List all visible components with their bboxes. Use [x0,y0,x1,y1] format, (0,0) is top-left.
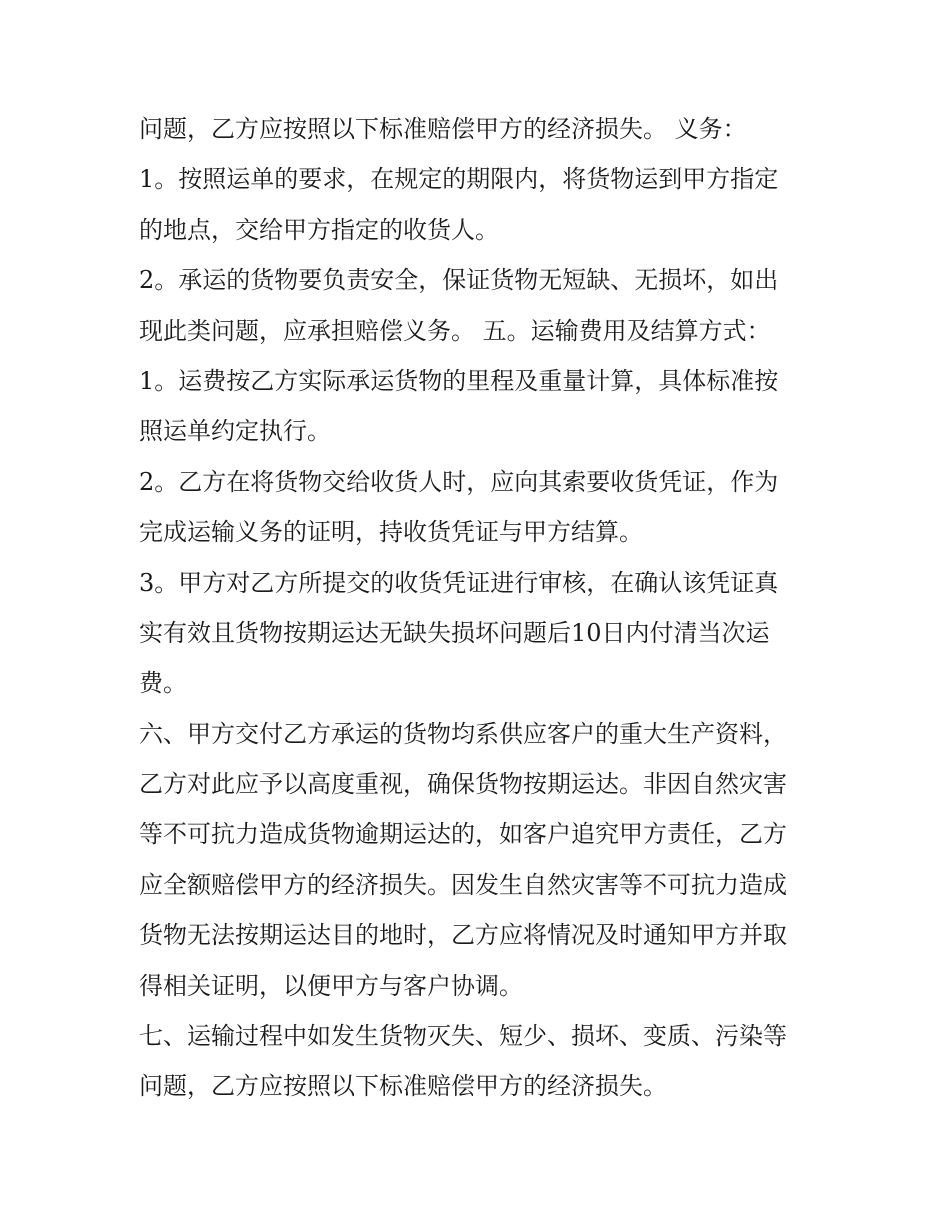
text-line: 费。 [139,669,187,698]
text-line: 完成运输义务的证明，持收货凭证与甲方结算。 [139,518,643,547]
text-line: 2。乙方在将货物交给收货人时，应向其索要收货凭证，作为 [139,467,779,496]
text-line: 3。甲方对乙方所提交的收货凭证进行审核，在确认该凭证真 [139,568,779,597]
text-line: 1。运费按乙方实际承运货物的里程及重量计算，具体标准按 [139,366,779,395]
text-line: 问题，乙方应按照以下标准赔偿甲方的经济损失。 [139,1072,667,1101]
text-line: 的地点，交给甲方指定的收货人。 [139,215,499,244]
text-line: 货物无法按期运达目的地时，乙方应将情况及时通知甲方并取 [139,921,787,950]
text-line: 实有效且货物按期运达无缺失损坏问题后10日内付清当次运 [139,618,770,647]
paragraph-fee-2 [139,457,829,558]
text-line: 等不可抗力造成货物逾期运达的，如客户追究甲方责任，乙方 [139,820,787,849]
text-line: 应全额赔偿甲方的经济损失。因发生自然灾害等不可抗力造成 [139,870,787,899]
text-line: 现此类问题，应承担赔偿义务。 五。运输费用及结算方式： [139,316,771,345]
text-line: 六、甲方交付乙方承运的货物均系供应客户的重大生产资料， [139,719,787,748]
paragraph-seven [139,1011,829,1112]
text-line: 问题，乙方应按照以下标准赔偿甲方的经济损失。 义务： [139,115,747,143]
text-line: 乙方对此应予以高度重视，确保货物按期运达。非因自然灾害 [139,770,787,799]
paragraph-duty-1 [139,154,829,255]
document-body [139,104,829,1112]
text-line: 1。按照运单的要求，在规定的期限内，将货物运到甲方指定 [139,165,779,194]
text-line: 七、运输过程中如发生货物灭失、短少、损坏、变质、污染等 [139,1022,787,1051]
text-line: 照运单约定执行。 [139,417,331,446]
paragraph-fee-3 [139,558,829,709]
paragraph-duty-2 [139,255,829,356]
paragraph-six [139,709,829,1011]
text-line: 得相关证明，以便甲方与客户协调。 [139,971,523,1000]
paragraph-fee-1 [139,356,829,457]
text-line: 2。承运的货物要负责安全，保证货物无短缺、无损坏，如出 [139,266,779,295]
paragraph-intro [139,104,829,154]
